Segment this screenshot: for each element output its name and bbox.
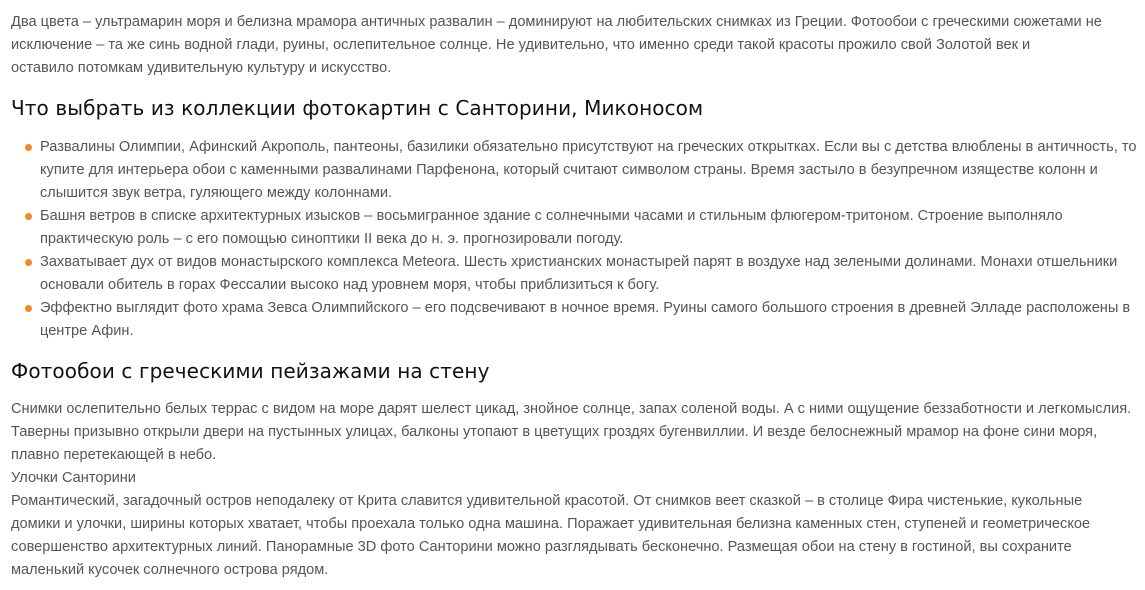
paragraph-line: Романтический, загадочный остров неподалеку от Крита славится удивительной красотой. От снимков веет сказкой – в столице Фира чистенькие, кукольные xyxy=(11,493,1083,509)
bullet-icon xyxy=(25,305,32,312)
list-item-line: центре Афин. xyxy=(40,323,134,339)
attractions-list xyxy=(11,136,1145,343)
article-content xyxy=(11,0,1145,582)
list-item-line: Развалины Олимпии, Афинский Акрополь, пантеоны, базилики обязательно присутствуют на греческих открытках. Если вы с детства влюблены в античность, то xyxy=(40,139,1137,155)
intro-line: Два цвета – ультрамарин моря и белизна мрамора античных развалин – доминируют на любительских снимках из Греции. Фотообои с греческими сюжетами не xyxy=(11,14,1102,30)
list-item-line: Эффектно выглядит фото храма Зевса Олимпийского – его подсвечивают в ночное время. Руины самого большого строения в древней Элладе расположены в xyxy=(40,300,1131,316)
paragraph-line: совершенство архитектурных линий. Панорамные 3D фото Санторини можно разглядывать бесконечно. Размещая обои на стену в гостиной, вы сохраните xyxy=(11,539,1072,555)
paragraph-line: Снимки ослепительно белых террас с видом на море дарят шелест цикад, знойное солнце, запах соленой воды. А с ними ощущение беззаботности и легкомыслия. xyxy=(11,401,1132,417)
list-item xyxy=(11,205,1145,251)
list-item-line: Башня ветров в списке архитектурных изысков – восьмигранное здание с солнечными часами и стильным флюгером-тритоном. Строение выполняло xyxy=(40,208,1063,224)
subheading-santorini-streets: Улочки Санторини xyxy=(11,470,136,486)
section-heading-collection: Что выбрать из коллекции фотокартин с Санторини, Миконосом xyxy=(11,96,704,120)
bullet-icon xyxy=(25,213,32,220)
paragraph-line: плавно перетекающей в небо. xyxy=(11,447,217,463)
bullet-icon xyxy=(25,259,32,266)
paragraph-line: Таверны призывно открыли двери на пустынных улицах, балконы утопают в цветущих гроздях бугенвиллии. И везде белоснежный мрамор на фоне сини моря, xyxy=(11,424,1098,440)
intro-line: исключение – та же синь водной глади, руины, ослепительное солнце. Не удивительно, что именно среди такой красоты прожило свой Золотой век и xyxy=(11,37,1031,53)
list-item xyxy=(11,251,1145,297)
list-item xyxy=(11,136,1145,205)
list-item-line: купите для интерьера обои с каменными развалинами Парфенона, который считают символом страны. Время застыло в безупречном изяществе колонн и xyxy=(40,162,1098,178)
list-item-line: слышится звук ветра, гуляющего между колоннами. xyxy=(40,185,393,201)
list-item xyxy=(11,297,1145,343)
paragraph-line: маленький кусочек солнечного острова рядом. xyxy=(11,562,329,578)
section-heading-landscapes: Фотообои с греческими пейзажами на стену xyxy=(11,359,490,383)
bullet-icon xyxy=(25,144,32,151)
landscapes-paragraph xyxy=(11,398,1145,582)
list-item-line: основали обитель в горах Фессалии высоко над уровнем моря, чтобы приблизиться к богу. xyxy=(40,277,660,293)
paragraph-line: домики и улочки, ширины которых хватает, чтобы проехала только одна машина. Поражает удивительная белизна каменных стен, ступеней и геометрическое xyxy=(11,516,1091,532)
intro-paragraph xyxy=(11,0,1145,80)
list-item-line: практическую роль – с его помощью синоптики II века до н. э. прогнозировали погоду. xyxy=(40,231,624,247)
list-item-line: Захватывает дух от видов монастырского комплекса Meteora. Шесть христианских монастырей парят в воздухе над зелеными долинами. Монахи отшельники xyxy=(40,254,1118,270)
intro-line: оставило потомкам удивительную культуру и искусство. xyxy=(11,60,392,76)
